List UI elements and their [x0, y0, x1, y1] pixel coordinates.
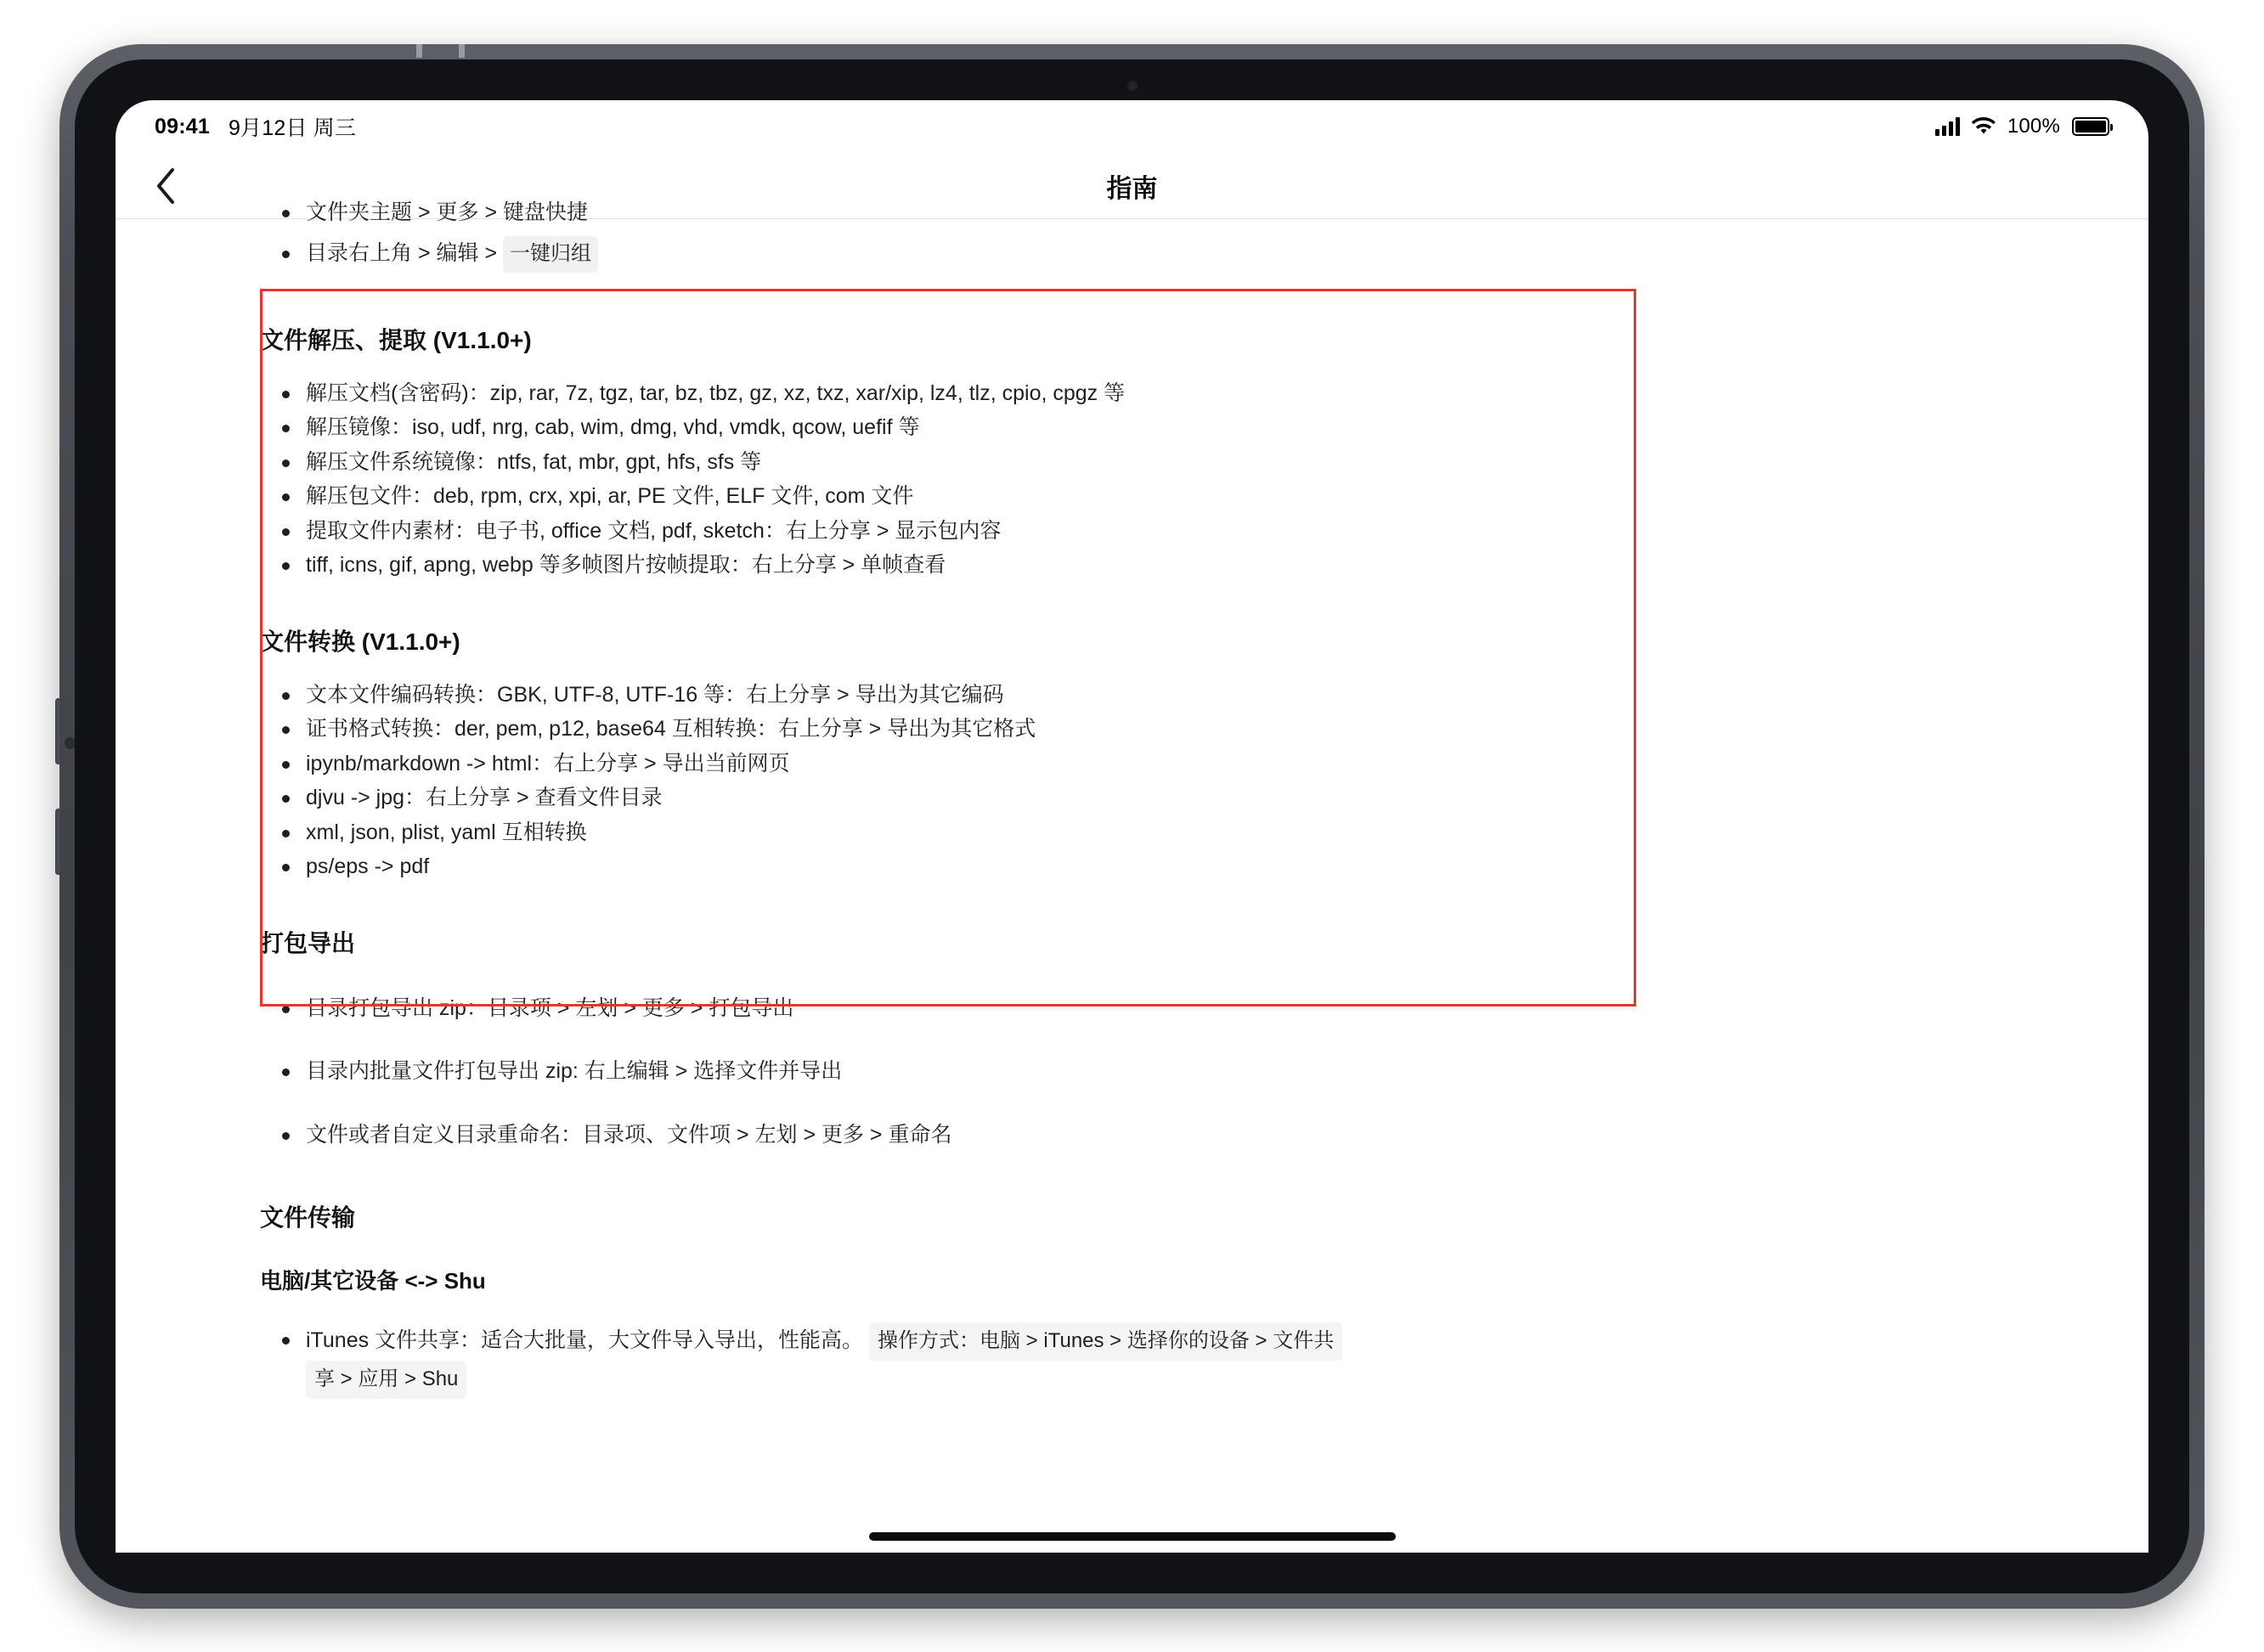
ipad-screen — [116, 100, 2148, 1553]
package-list — [260, 991, 2038, 1153]
inline-code: 操作方式：电脑 > iTunes > 选择你的设备 > 文件共 — [869, 1322, 1342, 1361]
wifi-icon — [1972, 117, 1996, 136]
page-title: 指南 — [1106, 174, 1158, 203]
list-item: 解压文件系统镜像：ntfs, fat, mbr, gpt, hfs, sfs 等 — [260, 445, 2038, 480]
list-item: tiff, icns, gif, apng, webp 等多帧图片按帧提取：右上分享 > 单帧查看 — [260, 548, 2038, 583]
clipped-row-top — [260, 195, 2038, 224]
status-bar-left — [155, 111, 356, 142]
extract-list — [260, 376, 2038, 583]
convert-list — [260, 678, 2038, 884]
ios-status-bar — [116, 100, 2148, 153]
list-item-label: iTunes 文件共享：适合大批量，大文件导入导出，性能高。 — [306, 1328, 864, 1353]
ipad-device-frame — [59, 44, 2205, 1609]
list-item: 目录内批量文件打包导出 zip: 右上编辑 > 选择文件并导出 — [260, 1054, 2038, 1089]
section-heading-convert: 文件转换 (V1.1.0+) — [260, 628, 460, 655]
home-indicator[interactable] — [869, 1532, 1396, 1541]
section-heading-transfer: 文件传输 — [260, 1204, 356, 1232]
ipad-bezel — [75, 59, 2189, 1593]
inline-code: 一键归组 — [503, 236, 598, 273]
subsection-heading-device: 电脑/其它设备 <-> Shu — [260, 1268, 486, 1294]
list-item: 解压包文件：deb, rpm, crx, xpi, ar, PE 文件, ELF 文件, com 文件 — [260, 479, 2038, 514]
guide-scroll-view[interactable] — [116, 200, 2148, 1553]
guide-document — [116, 195, 2148, 1450]
list-item: 提取文件内素材：电子书, office 文档, pdf, sketch：右上分享 > 显示包内容 — [260, 514, 2038, 549]
list-item: 解压文档(含密码)：zip, rar, 7z, tgz, tar, bz, tbz, gz, xz, txz, xar/xip, lz4, tlz, cpio, cpgz 等 — [260, 376, 2038, 411]
status-time: 09:41 — [155, 114, 210, 138]
inline-code-continued: 享 > 应用 > Shu — [306, 1361, 466, 1399]
status-bar-right — [1935, 115, 2109, 138]
list-item: xml, json, plist, yaml 互相转换 — [260, 815, 2038, 850]
list-item: djvu -> jpg：右上分享 > 查看文件目录 — [260, 781, 2038, 815]
list-item: 文件或者自定义目录重命名：目录项、文件项 > 左划 > 更多 > 重命名 — [260, 1118, 2038, 1153]
list-item-label: 目录右上角 > 编辑 > — [306, 241, 498, 265]
list-item: 解压镜像：iso, udf, nrg, cab, wim, dmg, vhd, vmdk, qcow, uefif 等 — [260, 410, 2038, 445]
list-item: 文件夹主题 > 更多 > 键盘快捷 — [260, 195, 2038, 230]
cellular-signal-icon — [1935, 117, 1960, 136]
battery-full-icon — [2072, 117, 2109, 136]
list-item: 文本文件编码转换：GBK, UTF-8, UTF-16 等：右上分享 > 导出为其它编码 — [260, 678, 2038, 713]
list-item — [260, 1322, 2038, 1399]
antenna-line — [416, 44, 422, 58]
list-item: 证书格式转换：der, pem, p12, base64 互相转换：右上分享 > 导出为其它格式 — [260, 712, 2038, 747]
antenna-line — [459, 44, 465, 58]
list-item: ps/eps -> pdf — [260, 849, 2038, 884]
front-camera-icon — [1126, 80, 1138, 92]
status-date: 9月12日 周三 — [228, 116, 357, 140]
volume-up-button[interactable] — [55, 698, 61, 764]
transfer-list — [260, 1322, 2038, 1399]
section-heading-extract: 文件解压、提取 (V1.1.0+) — [260, 326, 532, 353]
list-item — [260, 236, 2038, 273]
battery-percent-label: 100% — [2007, 115, 2060, 138]
section-heading-package: 打包导出 — [260, 929, 356, 956]
list-item: ipynb/markdown -> html：右上分享 > 导出当前网页 — [260, 747, 2038, 781]
list-item: 目录打包导出 zip：目录项 > 左划 > 更多 > 打包导出 — [260, 991, 2038, 1026]
volume-down-button[interactable] — [55, 809, 61, 875]
